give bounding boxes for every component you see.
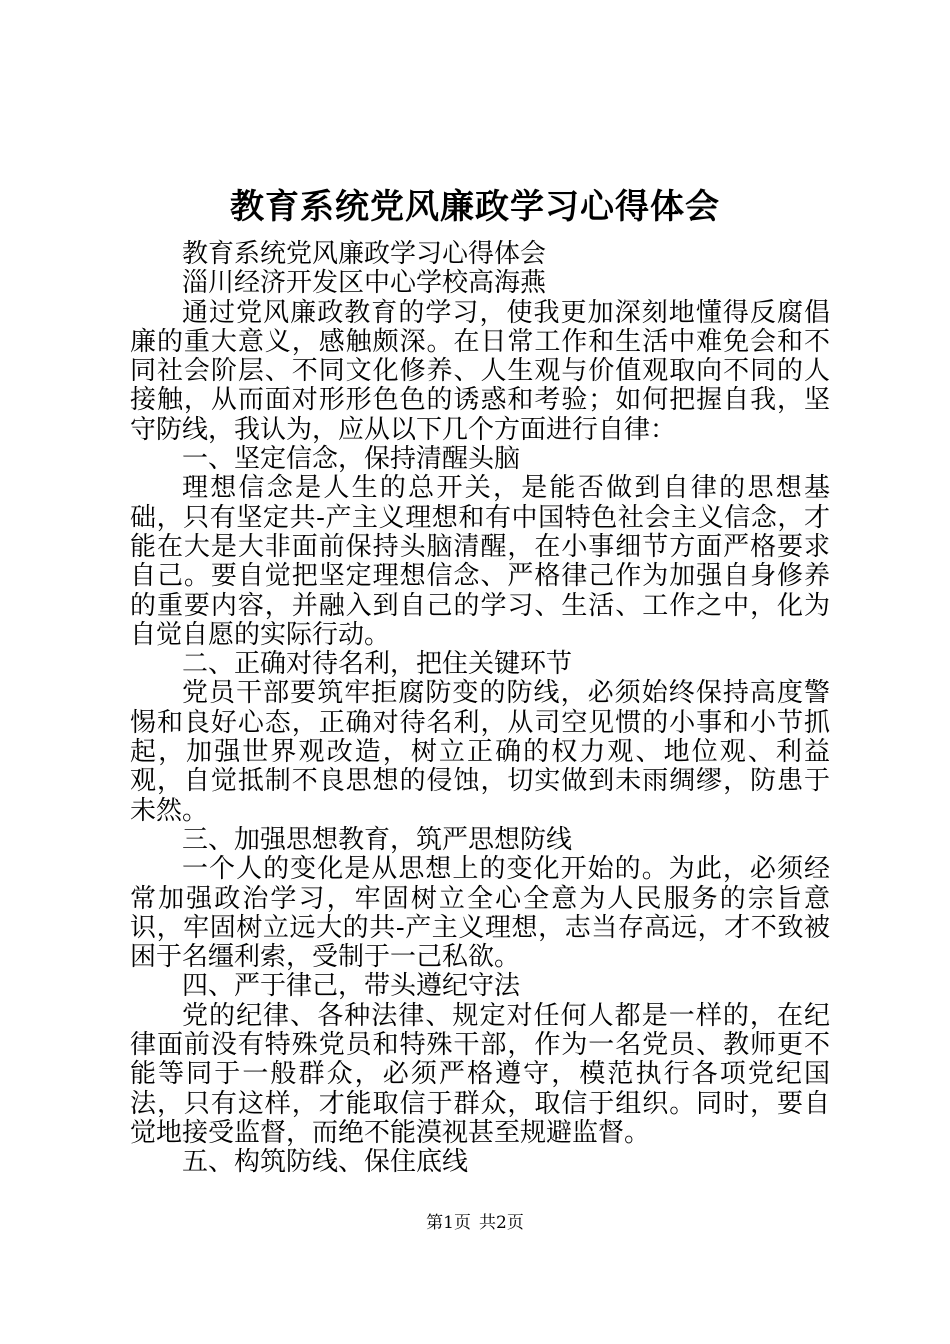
section-heading-2: 二、正确对待名利，把住关键环节: [182, 649, 573, 680]
page-footer: [0, 1212, 950, 1234]
section-heading-3: 三、加强思想教育，筑严思想防线: [182, 824, 573, 855]
page-number-total: 共2页: [479, 1213, 524, 1233]
section-heading-1: 一、坚定信念，保持清醒头脑: [182, 444, 521, 475]
section-heading-4: 四、严于律己，带头遵纪守法: [182, 971, 521, 1002]
document-body: [130, 240, 830, 1178]
section-heading-5: 五、构筑防线、保住底线: [182, 1147, 469, 1178]
section-paragraph-2: 党员干部要筑牢拒腐防变的防线，必须始终保持高度警惕和良好心态，正确对待名利，从司空见惯的小事和小节抓起，加强世界观改造，树立正确的权力观、地位观、利益观，自觉抵制不良思想的侵蚀，切实做到未雨绸缪，防患于未然。: [130, 678, 830, 826]
subtitle-line: 教育系统党风廉政学习心得体会: [182, 239, 547, 269]
document-title: 教育系统党风廉政学习心得体会: [230, 187, 720, 227]
intro-paragraph: 通过党风廉政教育的学习，使我更加深刻地懂得反腐倡廉的重大意义，感触颇深。在日常工作和生活中难免会和不同社会阶层、不同文化修养、人生观与价值观取向不同的人接触，从而面对形形色色的诱惑和考验；如何把握自我，坚守防线，我认为，应从以下几个方面进行自律：: [130, 297, 830, 445]
section-paragraph-4: 党的纪律、各种法律、规定对任何人都是一样的，在纪律面前没有特殊党员和特殊干部，作为一名党员、教师更不能等同于一般群众，必须严格遵守，模范执行各项党纪国法，只有这样，才能取信于群众，取信于组织。同时，要自觉地接受监督，而绝不能漠视甚至规避监督。: [130, 1000, 830, 1148]
section-paragraph-1: 理想信念是人生的总开关，是能否做到自律的思想基础，只有坚定共-产主义理想和有中国特色社会主义信念，才能在大是大非面前保持头脑清醒，在小事细节方面严格要求自己。要自觉把坚定理想信念、严格律己作为加强自身修养的重要内容，并融入到自己的学习、生活、工作之中，化为自觉自愿的实际行动。: [130, 473, 830, 650]
page-number-current: 第1页: [426, 1213, 471, 1233]
section-paragraph-3: 一个人的变化是从思想上的变化开始的。为此，必须经常加强政治学习，牢固树立全心全意为人民服务的宗旨意识，牢固树立远大的共-产主义理想，志当存高远，才不致被困于名缰利索，受制于一己私欲。: [130, 854, 830, 973]
author-line: 淄川经济开发区中心学校高海燕: [182, 268, 547, 299]
